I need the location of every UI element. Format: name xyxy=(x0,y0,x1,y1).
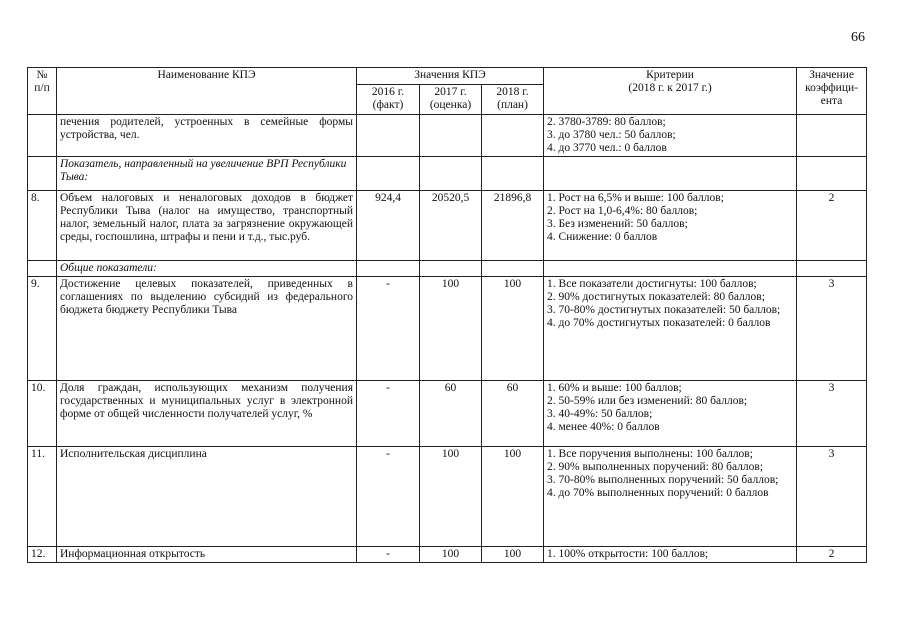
value-2016: - xyxy=(357,447,420,547)
value-2018: 100 xyxy=(482,277,544,381)
criteria-cell xyxy=(544,381,797,447)
criteria-item: 2. 3780-3789: 80 баллов; xyxy=(547,116,666,128)
criteria-item: 3. 40-49%: 50 баллов; xyxy=(547,408,653,420)
table-row xyxy=(28,547,867,563)
row-number: 12. xyxy=(28,547,57,563)
table-row xyxy=(28,447,867,547)
criteria-item: 4. до 70% достигнутых показателей: 0 баллов xyxy=(547,317,771,329)
header-name: Наименование КПЭ xyxy=(57,68,357,115)
row-number: 10. xyxy=(28,381,57,447)
row-number: 9. xyxy=(28,277,57,381)
coefficient-value: 2 xyxy=(797,547,867,563)
criteria-item: 3. 70-80% достигнутых показателей: 50 баллов; xyxy=(547,304,781,316)
kpe-name: Информационная открытость xyxy=(57,547,357,563)
value-2017: 100 xyxy=(420,547,482,563)
section-row xyxy=(28,261,867,277)
value-2016: - xyxy=(357,381,420,447)
value-2018: 100 xyxy=(482,447,544,547)
header-row xyxy=(28,68,867,85)
value-2018: 60 xyxy=(482,381,544,447)
criteria-item: 2. 50-59% или без изменений: 80 баллов; xyxy=(547,395,748,407)
row-number: 8. xyxy=(28,191,57,261)
value-2017: 60 xyxy=(420,381,482,447)
table-row xyxy=(28,381,867,447)
criteria-item: 4. до 70% выполненных поручений: 0 баллов xyxy=(547,487,769,499)
kpe-name: Объем налоговых и неналоговых доходов в бюджет Республики Тыва (налог на имущество, транспортный налог, земельный налог, плата за загрязнение окружающей среды, госпошлина, штрафы и пени и т.д., тыс.руб. xyxy=(57,191,357,261)
table-row xyxy=(28,277,867,381)
page-number: 66 xyxy=(851,30,865,45)
section-title-vrp: Показатель, направленный на увеличение ВРП Республики Тыва: xyxy=(57,157,357,191)
section-row xyxy=(28,157,867,191)
kpe-table xyxy=(27,67,867,563)
criteria-item: 3. до 3780 чел.: 50 баллов; xyxy=(547,129,676,141)
criteria-item: 2. 90% достигнутых показателей: 80 баллов; xyxy=(547,291,765,303)
value-2017: 100 xyxy=(420,447,482,547)
value-2016: - xyxy=(357,547,420,563)
criteria-item: 1. Все показатели достигнуты: 100 баллов; xyxy=(547,278,757,290)
header-2016: 2016 г. (факт) xyxy=(357,85,420,115)
value-2017: 20520,5 xyxy=(420,191,482,261)
criteria-item: 1. Все поручения выполнены: 100 баллов; xyxy=(547,448,753,460)
kpe-name: печения родителей, устроенных в семейные формы устройства, чел. xyxy=(57,115,357,157)
coefficient-value: 2 xyxy=(797,191,867,261)
coefficient-value: 3 xyxy=(797,381,867,447)
table-row xyxy=(28,115,867,157)
criteria-cell xyxy=(544,115,797,157)
criteria-cell xyxy=(544,447,797,547)
value-2017: 100 xyxy=(420,277,482,381)
header-num: № п/п xyxy=(28,68,57,115)
header-criteria: Критерии (2018 г. к 2017 г.) xyxy=(544,68,797,115)
criteria-item: 1. 60% и выше: 100 баллов; xyxy=(547,382,682,394)
kpe-name: Доля граждан, использующих механизм получения государственных и муниципальных услуг в электронной форме от общей численности получателей услуг, % xyxy=(57,381,357,447)
criteria-item: 3. 70-80% выполненных поручений: 50 баллов; xyxy=(547,474,779,486)
value-2016: - xyxy=(357,277,420,381)
coefficient-value: 3 xyxy=(797,277,867,381)
criteria-item: 4. до 3770 чел.: 0 баллов xyxy=(547,142,667,154)
kpe-name: Достижение целевых показателей, приведенных в соглашениях по выделению субсидий из федерального бюджета бюджету Республики Тыва xyxy=(57,277,357,381)
criteria-item: 1. Рост на 6,5% и выше: 100 баллов; xyxy=(547,192,724,204)
header-2018: 2018 г. (план) xyxy=(482,85,544,115)
value-2018: 100 xyxy=(482,547,544,563)
criteria-cell xyxy=(544,547,797,563)
criteria-item: 4. Снижение: 0 баллов xyxy=(547,231,658,243)
criteria-item: 4. менее 40%: 0 баллов xyxy=(547,421,660,433)
header-coefficient: Значение коэффици- ента xyxy=(797,68,867,115)
header-values-group: Значения КПЭ xyxy=(357,68,544,85)
criteria-item: 1. 100% открытости: 100 баллов; xyxy=(547,548,709,560)
criteria-cell xyxy=(544,191,797,261)
coefficient-value: 3 xyxy=(797,447,867,547)
table-row xyxy=(28,191,867,261)
header-2017: 2017 г. (оценка) xyxy=(420,85,482,115)
criteria-item: 2. 90% выполненных поручений: 80 баллов; xyxy=(547,461,764,473)
value-2016: 924,4 xyxy=(357,191,420,261)
value-2018: 21896,8 xyxy=(482,191,544,261)
criteria-item: 2. Рост на 1,0-6,4%: 80 баллов; xyxy=(547,205,698,217)
section-title-general: Общие показатели: xyxy=(57,261,357,277)
criteria-item: 3. Без изменений: 50 баллов; xyxy=(547,218,688,230)
kpe-name: Исполнительская дисциплина xyxy=(57,447,357,547)
row-number: 11. xyxy=(28,447,57,547)
criteria-cell xyxy=(544,277,797,381)
